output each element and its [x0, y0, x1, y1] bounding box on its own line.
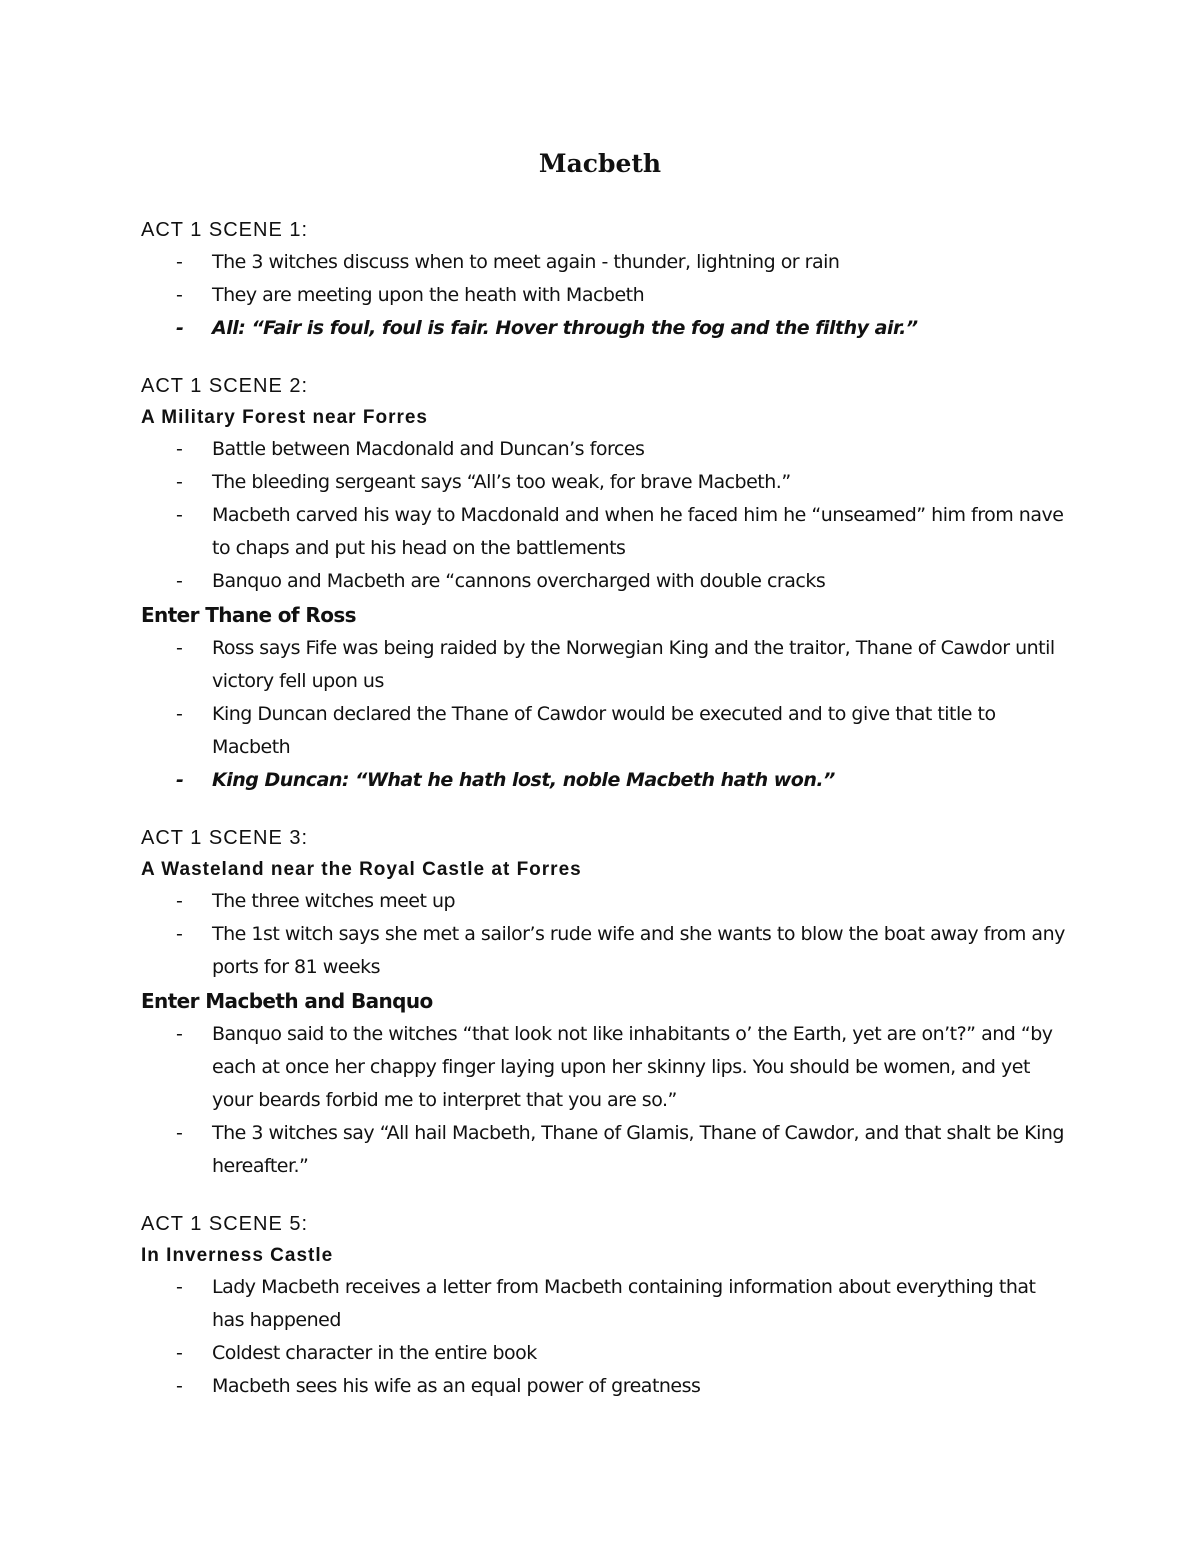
scene-2-enter-heading: Enter Thane of Ross [141, 603, 356, 627]
section-spacer [141, 1183, 1071, 1209]
scene-1-section [141, 215, 1071, 345]
list-item [141, 885, 1071, 918]
bullet-dash: - [176, 504, 183, 526]
bullet-dash: - [176, 284, 183, 306]
bullet-dash: - [176, 471, 183, 493]
list-item-text: Battle between Macdonald and Duncan’s forces [212, 438, 645, 460]
list-item-text: The 3 witches discuss when to meet again - thunder, lightning or rain [212, 251, 840, 273]
bullet-dash: - [176, 923, 183, 945]
bullet-dash: - [176, 637, 183, 659]
bullet-dash: - [176, 1342, 183, 1364]
scene-3-section [141, 823, 1071, 1183]
bullet-dash: - [176, 1023, 183, 1045]
list-item-text: King Duncan: “What he hath lost, noble Macbeth hath won.” [212, 769, 835, 791]
list-item [141, 632, 1071, 698]
scene-2-bullet-list [141, 433, 1071, 598]
list-item [141, 698, 1071, 764]
list-item-text: The 3 witches say “All hail Macbeth, Thane of Glamis, Thane of Cawdor, and that shalt be King hereafter.” [212, 1122, 1064, 1177]
scene-1-heading: ACT 1 SCENE 1: [141, 219, 309, 241]
list-item-text: King Duncan declared the Thane of Cawdor would be executed and to give that title to Macbeth [212, 703, 996, 758]
scene-3-enter-bullet-list [141, 1018, 1071, 1183]
scene-5-bullet-list [141, 1271, 1071, 1403]
list-item [141, 1117, 1071, 1183]
list-item-text: They are meeting upon the heath with Macbeth [212, 284, 645, 306]
list-item [141, 466, 1071, 499]
scene-3-heading: ACT 1 SCENE 3: [141, 827, 309, 849]
quote-list-item [141, 764, 1071, 797]
scene-1-bullet-list [141, 246, 1071, 345]
list-item-text: Lady Macbeth receives a letter from Macbeth containing information about everything that has happened [212, 1276, 1036, 1331]
scene-3-location: A Wasteland near the Royal Castle at Forres [141, 859, 582, 880]
quote-list-item [141, 312, 1071, 345]
list-item-text: Coldest character in the entire book [212, 1342, 537, 1364]
list-item-text: All: “Fair is foul, foul is fair. Hover through the fog and the filthy air.” [212, 317, 918, 339]
bullet-dash: - [176, 1375, 183, 1397]
list-item [141, 279, 1071, 312]
scene-5-heading: ACT 1 SCENE 5: [141, 1213, 309, 1235]
list-item [141, 1018, 1071, 1117]
list-item-text: Banquo said to the witches “that look not like inhabitants o’ the Earth, yet are on’t?” and “by each at once her chappy finger laying upon her skinny lips. You should be women, and yet your beards forbid me to interpret that you are so.” [212, 1023, 1053, 1111]
list-item [141, 918, 1071, 984]
bullet-dash: - [176, 317, 184, 339]
document-body [141, 215, 1071, 1403]
list-item-text: Ross says Fife was being raided by the Norwegian King and the traitor, Thane of Cawdor until victory fell upon us [212, 637, 1055, 692]
document-title: Macbeth [538, 149, 662, 178]
section-spacer [141, 345, 1071, 371]
list-item-text: The 1st witch says she met a sailor’s rude wife and she wants to blow the boat away from any ports for 81 weeks [212, 923, 1065, 978]
bullet-dash: - [176, 890, 183, 912]
list-item [141, 565, 1071, 598]
bullet-dash: - [176, 1122, 183, 1144]
scene-5-section [141, 1209, 1071, 1403]
bullet-dash: - [176, 769, 184, 791]
list-item [141, 1370, 1071, 1403]
list-item-text: Banquo and Macbeth are “cannons overcharged with double cracks [212, 570, 826, 592]
scene-2-heading: ACT 1 SCENE 2: [141, 375, 309, 397]
bullet-dash: - [176, 251, 183, 273]
scene-5-location: In Inverness Castle [141, 1245, 334, 1266]
list-item [141, 499, 1071, 565]
list-item-text: The bleeding sergeant says “All’s too weak, for brave Macbeth.” [212, 471, 791, 493]
list-item [141, 1337, 1071, 1370]
scene-2-enter-bullet-list [141, 632, 1071, 797]
list-item [141, 433, 1071, 466]
bullet-dash: - [176, 438, 183, 460]
section-spacer [141, 797, 1071, 823]
list-item [141, 246, 1071, 279]
bullet-dash: - [176, 570, 183, 592]
bullet-dash: - [176, 703, 183, 725]
scene-3-bullet-list [141, 885, 1071, 984]
list-item-text: The three witches meet up [212, 890, 456, 912]
bullet-dash: - [176, 1276, 183, 1298]
scene-3-enter-heading: Enter Macbeth and Banquo [141, 989, 433, 1013]
scene-2-section [141, 371, 1071, 797]
scene-2-location: A Military Forest near Forres [141, 407, 428, 428]
list-item-text: Macbeth carved his way to Macdonald and when he faced him he “unseamed” him from nave to chaps and put his head on the battlements [212, 504, 1064, 559]
list-item [141, 1271, 1071, 1337]
list-item-text: Macbeth sees his wife as an equal power of greatness [212, 1375, 701, 1397]
